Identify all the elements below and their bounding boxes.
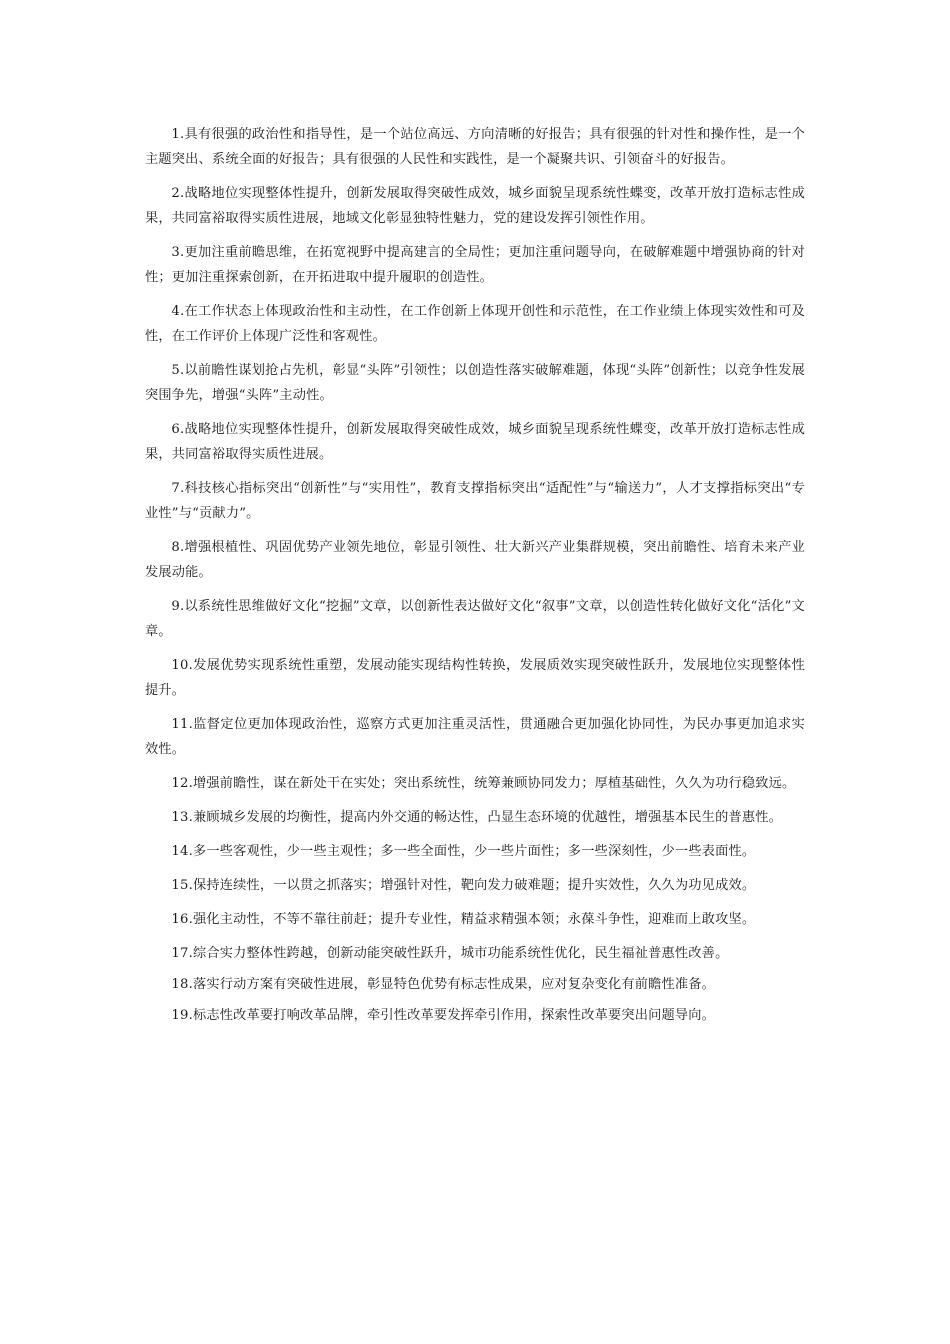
paragraph-6: 6.战略地位实现整体性提升，创新发展取得突破性成效，城乡面貌呈现系统性蝶变，改革开放打造标志性成果，共同富裕取得实质性进展。 bbox=[145, 422, 805, 462]
paragraph-19: 19.标志性改革要打响改革品牌，牵引性改革要发挥牵引作用，探索性改革要突出问题导向。 bbox=[171, 1008, 716, 1023]
paragraph-7: 7.科技核心指标突出“创新性”与“实用性”，教育支撑指标突出“适配性”与“输送力”，人才支撑指标突出“专业性”与“贡献力”。 bbox=[145, 481, 805, 521]
paragraph-14: 14.多一些客观性，少一些主观性；多一些全面性，少一些片面性；多一些深刻性，少一些表面性。 bbox=[171, 844, 756, 859]
paragraph-10: 10.发展优势实现系统性重塑，发展动能实现结构性转换，发展质效实现突破性跃升，发展地位实现整体性提升。 bbox=[145, 658, 805, 698]
document-body bbox=[145, 122, 805, 1034]
paragraph-16: 16.强化主动性，不等不靠往前赶；提升专业性，精益求精强本领；永葆斗争性，迎难而上敢攻坚。 bbox=[171, 912, 756, 927]
paragraph-4: 4.在工作状态上体现政治性和主动性，在工作创新上体现开创性和示范性，在工作业绩上体现实效性和可及性，在工作评价上体现广泛性和客观性。 bbox=[145, 304, 805, 344]
paragraph-1: 1.具有很强的政治性和指导性，是一个站位高远、方向清晰的好报告；具有很强的针对性和操作性，是一个主题突出、系统全面的好报告；具有很强的人民性和实践性，是一个凝聚共识、引领奋斗的好报告。 bbox=[145, 127, 805, 167]
paragraph-13: 13.兼顾城乡发展的均衡性，提高内外交通的畅达性，凸显生态环境的优越性，增强基本民生的普惠性。 bbox=[171, 810, 783, 825]
paragraph-12: 12.增强前瞻性，谋在新处干在实处；突出系统性，统筹兼顾协同发力；厚植基础性，久久为功行稳致远。 bbox=[171, 776, 796, 791]
paragraph-17: 17.综合实力整体性跨越，创新动能突破性跃升，城市功能系统性优化，民生福祉普惠性改善。 bbox=[171, 946, 729, 961]
paragraph-8: 8.增强根植性、巩固优势产业领先地位，彰显引领性、壮大新兴产业集群规模，突出前瞻性、培育未来产业发展动能。 bbox=[145, 540, 805, 580]
paragraph-15: 15.保持连续性，一以贯之抓落实；增强针对性，靶向发力破难题；提升实效性，久久为功见成效。 bbox=[171, 878, 756, 893]
paragraph-3: 3.更加注重前瞻思维，在拓宽视野中提高建言的全局性；更加注重问题导向，在破解难题中增强协商的针对性；更加注重探索创新，在开拓进取中提升履职的创造性。 bbox=[145, 245, 805, 285]
paragraph-5: 5.以前瞻性谋划抢占先机，彰显“头阵”引领性；以创造性落实破解难题，体现“头阵”创新性；以竞争性发展突围争先，增强“头阵”主动性。 bbox=[145, 363, 805, 403]
paragraph-18: 18.落实行动方案有突破性进展，彰显特色优势有标志性成果，应对复杂变化有前瞻性准备。 bbox=[171, 977, 716, 992]
paragraph-2: 2.战略地位实现整体性提升，创新发展取得突破性成效，城乡面貌呈现系统性蝶变，改革开放打造标志性成果，共同富裕取得实质性进展，地域文化彰显独特性魅力，党的建设发挥引领性作用。 bbox=[145, 186, 805, 226]
paragraph-11: 11.监督定位更加体现政治性，巡察方式更加注重灵活性，贯通融合更加强化协同性，为民办事更加追求实效性。 bbox=[145, 717, 805, 757]
paragraph-9: 9.以系统性思维做好文化“挖掘”文章，以创新性表达做好文化“叙事”文章，以创造性转化做好文化“活化”文章。 bbox=[145, 599, 805, 639]
